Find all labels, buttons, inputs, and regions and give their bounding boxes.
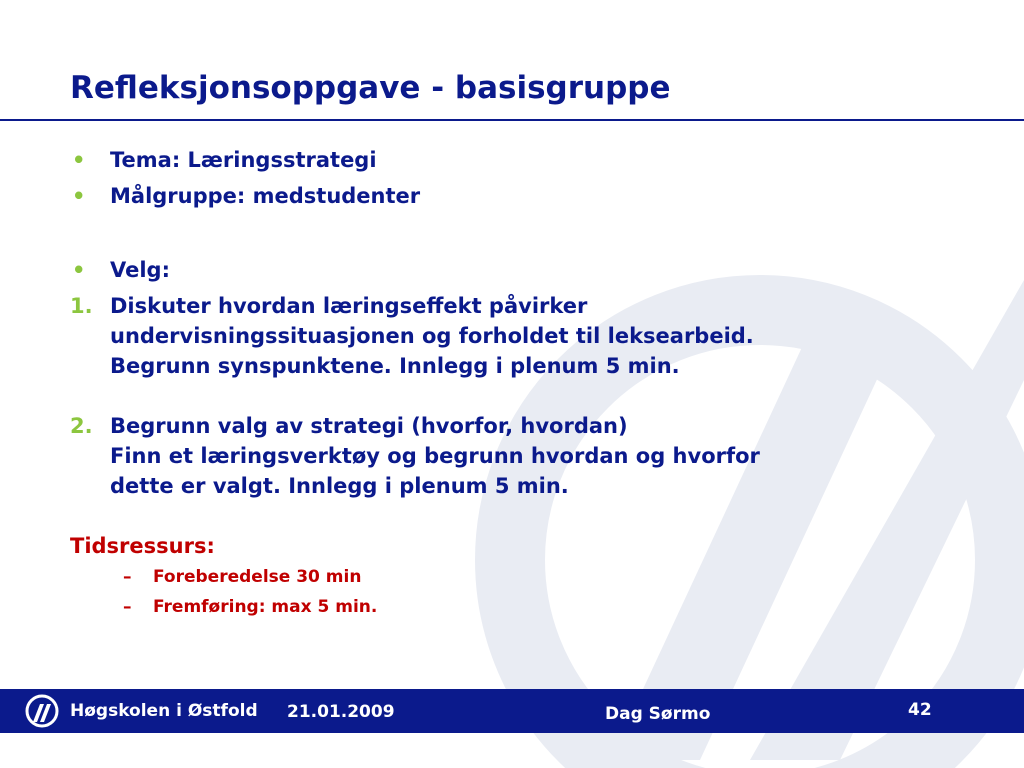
slide-content (70, 145, 970, 621)
bullet-text: Tema: Læringsstrategi (110, 148, 377, 172)
page-number: 42 (908, 700, 932, 720)
logo-text: Høgskolen i Østfold (70, 701, 258, 721)
footer-author: Dag Sørmo (605, 704, 711, 724)
time-heading: Tidsressurs: (70, 534, 215, 558)
hiof-logo-icon (24, 693, 60, 729)
numbered-line: Finn et læringsverktøy og begrunn hvordan og hvorfor (110, 444, 760, 468)
sub-item-text: Foreberedelse 30 min (153, 567, 362, 587)
sub-item (70, 593, 970, 621)
bullet-item (70, 145, 970, 175)
bullet-marker: • (72, 258, 86, 282)
numbered-line: dette er valgt. Innlegg i plenum 5 min. (110, 474, 569, 498)
footer-date: 21.01.2009 (287, 702, 395, 722)
dash-marker: – (123, 567, 132, 587)
numbered-item (70, 291, 970, 381)
numbered-line: Diskuter hvordan læringseffekt påvirker (110, 294, 588, 318)
numbered-line: Begrunn valg av strategi (hvorfor, hvordan) (110, 414, 628, 438)
bullet-marker: • (72, 184, 86, 208)
bullet-text: Velg: (110, 258, 170, 282)
number-marker: 2. (70, 414, 93, 438)
sub-item (70, 563, 970, 591)
numbered-line: undervisningssituasjonen og forholdet til leksearbeid. (110, 324, 754, 348)
slide-title: Refleksjonsoppgave - basisgruppe (70, 70, 671, 106)
footer-logo (24, 693, 258, 729)
footer-bar (0, 689, 1024, 733)
bullet-item (70, 181, 970, 211)
dash-marker: – (123, 597, 132, 617)
bullet-text: Målgruppe: medstudenter (110, 184, 421, 208)
number-marker: 1. (70, 294, 93, 318)
bullet-marker: • (72, 148, 86, 172)
bullet-item (70, 255, 970, 285)
sub-item-text: Fremføring: max 5 min. (153, 597, 378, 617)
numbered-item (70, 411, 970, 501)
numbered-line: Begrunn synspunktene. Innlegg i plenum 5 min. (110, 354, 680, 378)
title-divider (0, 119, 1024, 121)
